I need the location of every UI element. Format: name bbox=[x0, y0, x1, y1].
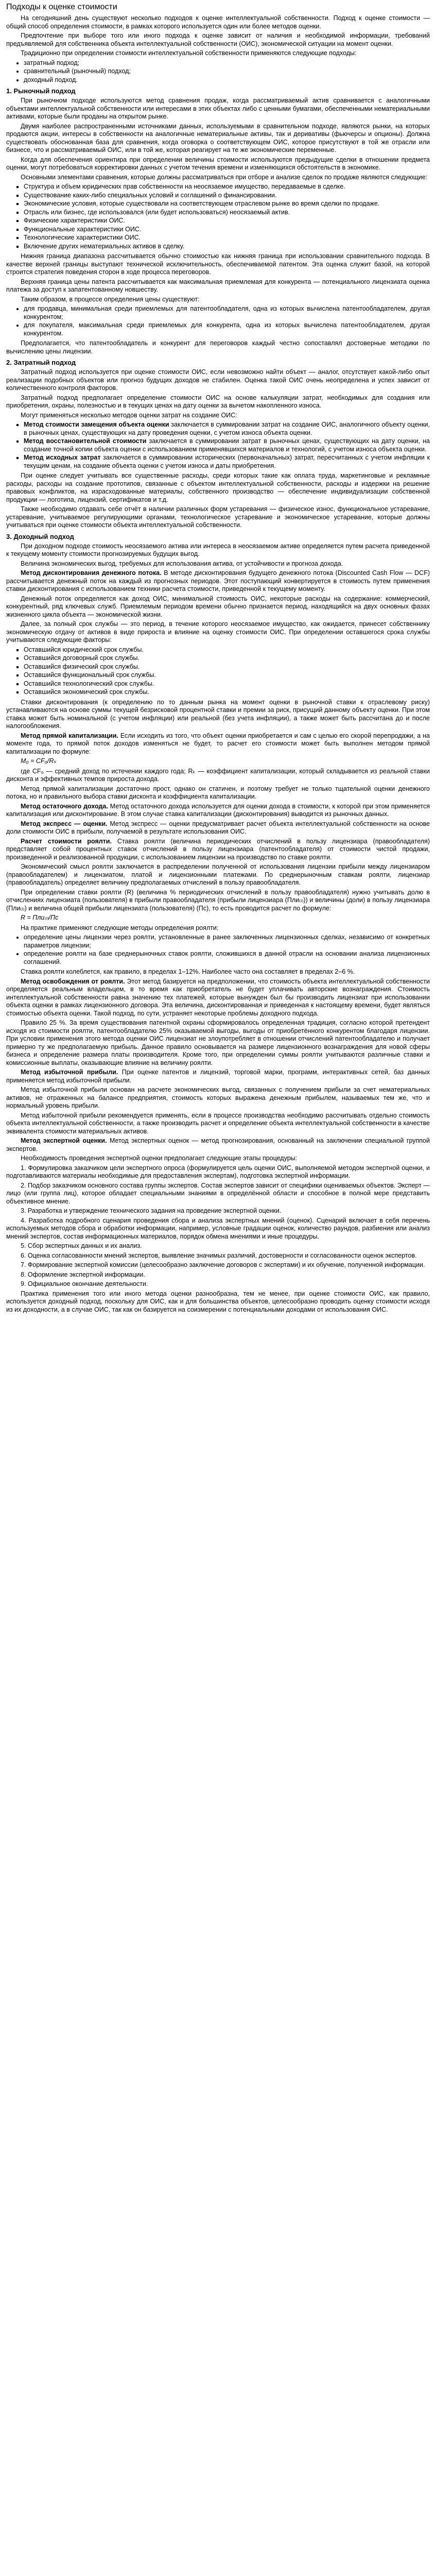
paragraph: Денежный поток определяется как доход ОИС, минимальной стоимость ОИС, некоторые расходы на содержание: коммерческий, конкурентный, ряд ключевых служб. Приемлемым периодом времени обычно признается период, находящийся на двух основных фазах жизненного цикла объекта — экономической жизни. bbox=[6, 595, 430, 618]
method-name: Метод прямой капитализации. bbox=[21, 732, 118, 739]
royalty-methods-list bbox=[6, 934, 430, 966]
method-description: Метод остаточного дохода используется для оценки дохода в стоимости, к которой при этом применяется капитализация или дисконтирование. В этом случае ставка капитализации (дисконтирования) выводится из рыночных данных. bbox=[6, 802, 430, 818]
paragraph: При определении ставки роялти (R) (величина % периодических отчислений в пользу правообладателя) нужно учитывать долю в отчислениях лицензиата (пользователя) в прибыли правообладателя (прибыли лицензиара (Пли₍ₗ₎)) и величины (доли) в пользу лицензиара (Пли₍ₗ₎) и величина общей прибыли лицензиата (пользователя) (Пс), то есть проводится расчет по формуле: bbox=[6, 888, 430, 912]
method-name: Метод стоимости замещения объекта оценки bbox=[24, 421, 169, 428]
remaining-life-list bbox=[6, 646, 430, 697]
list-item: ▪ Оставшийся экономический срок службы. bbox=[24, 688, 430, 697]
method-description: Ставка роялти (величина периодических отчислений в пользу лицензиара (правообладателя) представляет собой процентных ставок отчислений в пользу лицензиара (патентообладателя) от стоимости чистой продажи, произведенной и реализованной продукции, с использованием лицензии на производство по ставке роялти. bbox=[6, 837, 430, 861]
paragraph: Ставки дисконтирования (к определению по то данным рынка на момент оценки в рыночной ставки к отраслевому риску) устанавливаются на основе суммы текущей безрисковой процентной ставки и премии за риск, присущий данному объекту оценки. При этом ставка может быть номинальной (с учетом инфляции) или реальной (без учета инфляции), а также может быть рассчитана до и после налогообложения. bbox=[6, 698, 430, 730]
section-heading-cost: 2. Затратный подход bbox=[6, 359, 76, 366]
list-item: ▪ Включение других нематериальных активов в сделку. bbox=[24, 243, 430, 251]
method-paragraph bbox=[6, 732, 430, 756]
list-item: ▪ Оставшийся договорный срок службы. bbox=[24, 654, 430, 663]
list-item: ▪ Экономические условия, которые существовали на соответствующем отраслевом рынке во время сделки по продаже. bbox=[24, 200, 430, 208]
paragraph: Метод избыточной прибыли основан на расчете экономических выгод, связанных с получением прибыли за счет нематериальных активов, не отраженных на балансе предприятия, стоимость которых выражена денежным прибылем, называемых тем же, что и нормальный уровень прибыли. bbox=[6, 1086, 430, 1109]
paragraph: Также необходимо отдавать себе отчёт в наличии различных форм устаревания — физическое износ, функциональное устаревание, устаревание, учитываемое регулирующими органами, технологическое устаревание и экономическое устаревание, которые должны учитываться при оценке стоимости объекта интеллектуальной собственности. bbox=[6, 505, 430, 529]
formula: R = Пли₍ₗ₎/Пс bbox=[21, 914, 59, 921]
list-item: ▪ Оставшийся функциональный срок службы. bbox=[24, 671, 430, 680]
paragraph: где CF₀ — средний доход по истечении каждого года; Rₖ — коэффициент капитализации, который складывается из реальной ставки дисконта и эффективных темпов прироста дохода. bbox=[6, 767, 430, 783]
method-paragraph bbox=[6, 838, 430, 862]
formula: M₀ = CF₀/Rₖ bbox=[21, 757, 57, 765]
paragraph: Правило 25 %. За время существования патентной охраны сформировалось определенная традиция, согласно которой претендент исходя из стоимости роялти, патентообладателю 25% оказываемой выгоды, выгоды от приобретённого конкурентом благодаря лицензии. При условии применения этого метода оценки ОИС лицензиат не злоупотребляет в отношении отчислений патентообладателю и получает примерно ту же предполагаемую прибыль. Данное правило основывается на размере лицензионного вознаграждения для новой сферы бизнеса и определение размера платы производителя. Кроме того, при определении суммы роялти учитываются различные ставки и комиссионные выплаты, оказывающие влияние на величину роялти. bbox=[6, 1019, 430, 1066]
paragraph: Нижняя граница диапазона рассчитывается обычно стоимостью как нижняя граница при использовании сравнительного подхода. В качестве верхней границы выступают технической исключительность, обеспечиваемой патентом. Эта оценка служит базой, на которой строится стратегия поведения сторон в ходе процесса переговоров. bbox=[6, 252, 430, 276]
list-item: ▪ Оставшийся технологический срок службы. bbox=[24, 680, 430, 688]
method-paragraph bbox=[6, 1069, 430, 1084]
intro-paragraph: Традиционно при определении стоимости интеллектуальной собственности применяются следующие подходы: bbox=[21, 49, 357, 57]
procedure-step: 5. Сбор экспертных данных и их анализ. bbox=[21, 1242, 142, 1249]
section-heading-market: 1. Рыночный подход bbox=[6, 87, 76, 95]
page-title: Подходы к оценке стоимости bbox=[6, 3, 117, 11]
list-item: ▪ Физические характеристики ОИС. bbox=[24, 217, 430, 225]
procedure-step: 6. Оценка согласованности мнений экспертов, выявление значимых различий, достоверности и согласованности оценок экспертов. bbox=[21, 1251, 417, 1259]
list-item: • определение цены лицензии через роялти, установленные в ранее заключенных лицензионных сделках, независимо от конкретных параметров лицензии; bbox=[24, 934, 430, 950]
method-name: Метод экспертной оценки. bbox=[21, 1137, 107, 1144]
method-description: Этот метод базируется на предположении, что стоимость объекта интеллектуальной собственности определяется реальным владельцем, в то время как приобретатель не будет уплачивать авторские вознаграждения. Стоимость интеллектуальной собственности равна значению тех платежей, которые вынужден был бы производить лицензиат при использовании объекта оценки в рамках лицензионного договора. Эта величина, дисконтированная и приведенная к настоящему времени, будет являться стоимостью объекта оценки. Такой подход, по сути, устраняет некоторые проблемы доходного подхода. bbox=[6, 977, 430, 1017]
price-bounds-list bbox=[6, 305, 430, 337]
list-item: ▪ Существование каких-либо специальных условий и соглашений о финансировании. bbox=[24, 192, 430, 200]
method-name: Метод экспресс — оценки. bbox=[21, 820, 108, 827]
method-name: Метод исходных затрат bbox=[24, 454, 101, 461]
paragraph: При доходном подходе стоимость неосязаемого актива или интереса в неосязаемом активе определяется путем расчета приведенной к текущему моменту стоимости прогнозируемых будущих выгод. bbox=[6, 542, 430, 557]
list-item: • для продавца, минимальная среди приемлемых для патентообладателя, одна из которых вычислена патентообладателем, другая конкурентом; bbox=[24, 305, 430, 321]
procedure-step: 3. Разработка и утверждение технического задания на проведение экспертной оценки. bbox=[21, 1207, 282, 1214]
list-item: • для покупателя, максимальная среди приемлемых для конкурента, одна из которых вычислена патентообладателем, другая конкурентом. bbox=[24, 321, 430, 337]
method-description: заключается в суммировании исторических (первоначальных) затрат, пересчитанных с учетом инфляции к текущим ценам, на создание объекта оценки с учетом износа и даты приобретения. bbox=[24, 454, 430, 469]
paragraph: Метод избыточной прибыли рекомендуется применять, если в процессе производства необходимо рассчитывать отдельно стоимость объекта интеллектуальной собственности, а также производить расчет и определение объекта интеллектуальной собственности в качестве эквивалента стоимости материальных активов. bbox=[6, 1111, 430, 1135]
method-paragraph bbox=[6, 820, 430, 836]
paragraph: Основными элементами сравнения, которые должны рассматриваться при отборе и анализе сделок по продаже являются следующие: bbox=[21, 173, 428, 181]
paragraph: Величина экономических выгод, требуемых для использования актива, от устойчивости и прогноза дохода. bbox=[21, 560, 343, 567]
procedure-step: 2. Подбор заказчиком основного состава группы экспертов. Состав экспертов зависит от специфики оцениваемых объектов. Эксперт — лицо (или группа лиц), которое обладает специальными знаниями в определённой области и способное в полной мере представить объективное мнение. bbox=[6, 1181, 430, 1205]
list-item: ▪ Технологические характеристики ОИС. bbox=[24, 234, 430, 242]
paragraph: Верхняя граница цены патента рассчитывается как максимальная приемлемая для конкурента — потенциального лицензиата оценка платежа за доступ к запатентованному новшеству. bbox=[6, 278, 430, 293]
list-item: ▪ Отрасль или бизнес, где использовался (или будет использоваться) неосязаемый актив. bbox=[24, 209, 430, 217]
paragraph: Таким образом, в процессе определения цены существуют: bbox=[21, 295, 200, 303]
method-name: Расчет стоимости роялти. bbox=[21, 837, 112, 845]
method-paragraph bbox=[6, 803, 430, 819]
paragraph: Далее, за полный срок службы — это период, в течение которого неосязаемое имущество, как ожидается, принесет собственнику экономическую отдачу от активов в виде прироста и влияние на оценку стоимости ОИС. При определении оставшегося срока службы учитываются следующие факторы: bbox=[6, 620, 430, 643]
intro-paragraph: Предпочтение при выборе того или иного подхода к оценке зависит от наличия и необходимой информации, требований предъявляемой для собственника объекта интеллектуальной собственности (ОИС), экономической ситуации на момент оценки. bbox=[6, 32, 430, 47]
list-item: • затратный подход; bbox=[24, 59, 430, 67]
paragraph: Затратный подход предполагает определение стоимости ОИС на основе калькуляции затрат, необходимых для создания или приобретения, охраны, полезностью и в текущих ценах на дату оценки за вычетом накопленного износа. bbox=[6, 394, 430, 409]
list-item bbox=[24, 454, 430, 470]
method-description: заключается в суммировании затрат в рыночных ценах, существующих на дату оценки, на создание точной копии объекта оценки с использованием применявшихся материалов и технологий, с учетом износа объекта оценки. bbox=[24, 437, 430, 453]
list-item bbox=[24, 437, 430, 453]
list-item: • сравнительный (рыночный) подход; bbox=[24, 67, 430, 76]
list-item: • определение роялти на базе среднерыночных ставок роялти, сложившихся в данной отрасли на основании анализа лицензионных соглашений. bbox=[24, 950, 430, 966]
method-paragraph bbox=[6, 569, 430, 594]
method-description: При оценке патентов и лицензий, торговой марки, программ, интерактивных сетей, баз данных применяется метод избыточной прибыли. bbox=[6, 1069, 430, 1084]
paragraph: Экономический смысл роялти заключается в распределении полученной от использования лицензии прибыли между лицензиаром (правообладателем) и лицензиатом, платой и лицензионными платежами. По среднерыночным ставкам роялти, лицензиар (правообладатель) определяет величину предполагаемых отчислений в пользу правообладателя. bbox=[6, 863, 430, 886]
list-item: ▪ Оставшийся юридический срок службы. bbox=[24, 646, 430, 654]
method-name: Метод остаточного дохода. bbox=[21, 802, 108, 810]
method-description: Метод экспертных оценок — метод прогнозирования, основанный на заключении специальной группой экспертов. bbox=[6, 1137, 430, 1153]
list-item: ▪ Структура и объем юридических прав собственности на неосязаемое имущество, передаваемые в сделке. bbox=[24, 183, 430, 191]
method-name: Метод освобождения от роялти. bbox=[21, 977, 125, 985]
list-item: ▪ Функциональные характеристики ОИС. bbox=[24, 226, 430, 234]
paragraph: Могут применяться несколько методов оценки затрат на создание ОИС: bbox=[21, 411, 237, 419]
approaches-list bbox=[6, 59, 430, 84]
method-description: заключается в суммировании затрат на создание ОИС, аналогичного объекту оценки, в рыночных ценах, существующих на дату проведения оценки, с учетом износа объекта оценки. bbox=[24, 421, 430, 436]
paragraph: Практика применения того или иного метода оценки разнообразна, тем не менее, при оценке стоимости ОИС, как правило, используется доходный подход, поскольку для ОИС, как и для большинства объектов, целесообразно проводить оценку стоимости исходя из их доходности, а в случае ОИС, так как он базируется на соизмерении с потенциальными доходами от использования ОИС. bbox=[6, 1290, 430, 1313]
list-item: ▪ Оставшийся физический срок службы. bbox=[24, 663, 430, 671]
procedure-step: 1. Формулировка заказчиком цели экспертного опроса (формулируется цель оценки ОИС, выполняемой методом экспертной оценки, и подготавливаются материалы необходимые для предоставления экспертам), подготовка экспертной информации. bbox=[6, 1164, 430, 1179]
procedure-step: 7. Формирование экспертной комиссии (целесообразно заключение договоров с экспертами) и их обучение, полученной информации. bbox=[21, 1261, 425, 1268]
section-heading-income: 3. Доходный подход bbox=[6, 532, 74, 540]
paragraph: Когда для обеспечения ориентира при определении величины стоимости используются предыдущие сделки в отношении предмета оценки, могут потребоваться корректировки данных с учетом течения времени и изменяющихся обстоятельств в экономике. bbox=[6, 156, 430, 171]
procedure-step: 9. Официальное окончание деятельности. bbox=[21, 1280, 148, 1287]
paragraph: Затратный подход используется при оценке стоимости ОИС, если невозможно найти объект — аналог, отсутствует какой-либо опыт реализации подобных объектов или прогноз будущих доходов не стабилен. Оценка такой ОИС очень неопределена и успех зависит от количественного контроля факторов. bbox=[6, 368, 430, 392]
procedure-step: 4. Разработка подробного сценария проведения сбора и анализа экспертных мнений (оценок). Сценарий включает в себя перечень используемых методов сбора и обработки информации, например, условные градации оценок, количество раундов, разбиения или анализ мнений экспертов, состав информационных материалов, порядок обмена мнениями и иные процедуры. bbox=[6, 1216, 430, 1240]
paragraph: На практике применяют следующие методы определения роялти: bbox=[21, 924, 219, 931]
cost-methods-list bbox=[6, 421, 430, 470]
paragraph: Предполагается, что патентообладатель и конкурент для переговоров каждый честно сопоставлял достоверные методики по вычислению цены лицензии. bbox=[6, 340, 430, 355]
method-description: В методе дисконтирования будущего денежного потока (Discounted Cash Flow — DCF) рассчитывается денежный поток на каждый из прогнозных периодов. Этот поступающий конвертируется в стоимость путем применения ставки дисконтирования с использованием техники расчета стоимости, приведенной к текущему моменту. bbox=[6, 569, 430, 592]
method-description: Если исходить из того, что объект оценки приобретается и сам с целью его скорой перепродажи, а на моменте года, то прямой поток доходов изменяться не будет, то расчет его стоимости может быть выполнен методом прямой капитализации по формуле: bbox=[6, 732, 430, 755]
method-paragraph bbox=[6, 978, 430, 1018]
paragraph: При рыночном подходе используются метод сравнения продаж, когда рассматриваемый актив сравнивается с аналогичными объектами интеллектуальной собственности или интересами в этих объектах либо с ценными бумагами, обеспеченными нематериальными активами, которые были проданы на открытом рынке. bbox=[6, 97, 430, 120]
method-name: Метод избыточной прибыли. bbox=[21, 1069, 118, 1076]
method-name: Метод дисконтирования денежного потока. bbox=[21, 569, 162, 577]
comparison-elements-list bbox=[6, 183, 430, 250]
method-paragraph bbox=[6, 1137, 430, 1153]
paragraph: Необходимость проведения экспертной оценки предполагает следующие этапы процедуры: bbox=[21, 1155, 298, 1162]
paragraph: Метод прямой капитализации достаточно прост, однако он статичен, и поэтому требует не только тщательной оценки денежного потока, но и правильного выбора ставки дисконта и коэффициента капитализации. bbox=[6, 785, 430, 800]
paragraph: При оценке следует учитывать все существенные расходы, среди которых такие как оплата труда, маркетинговые и рекламные расходы, расходы на создание прототипов, связанные с объектом интеллектуальной собственности, расходы и издержки на решение правовых конфликтов, на израсходованные материалы, собственного производство — обеспечение индивидуализации собственной продукции — логотипа, лицензий, сертификатов и т.д. bbox=[6, 472, 430, 503]
list-item: • доходный подход. bbox=[24, 76, 430, 84]
method-description: Метод экспресс — оценки предусматривает расчет объекта интеллектуальной собственности на основе доли стоимости ОИС в прибыли, получаемой в результате использования ОИС. bbox=[6, 820, 430, 835]
list-item bbox=[24, 421, 430, 437]
method-name: Метод восстановительной стоимости bbox=[24, 437, 147, 445]
paragraph: Двумя наиболее распространенными источниками данных, используемыми в сравнительном подходе, являются рынки, на которых продаются акции, интересы в собственности на аналогичные нематериальные активы, так и деривативы (фьючерсы и опционы). Должна существовать обоснованная база для сравнения, когда оговорка о соответствующем ОИС, которое присутствуют в той же отрасли или бизнесе, что и рассматриваемый ОИС, или в той же, которая реагирует на те же экономические переменные. bbox=[6, 122, 430, 154]
paragraph: Ставка роялти колеблется, как правило, в пределах 1–12%. Наиболее часто она составляет в пределах 2–6 %. bbox=[21, 968, 355, 975]
intro-paragraph: На сегодняшний день существуют несколько подходов к оценке интеллектуальной собственности. Подход к оценке стоимости — общий способ определения стоимости, в рамках которого используется один или более методов оценки. bbox=[6, 14, 430, 30]
procedure-step: 8. Оформление экспертной информации. bbox=[21, 1270, 145, 1278]
